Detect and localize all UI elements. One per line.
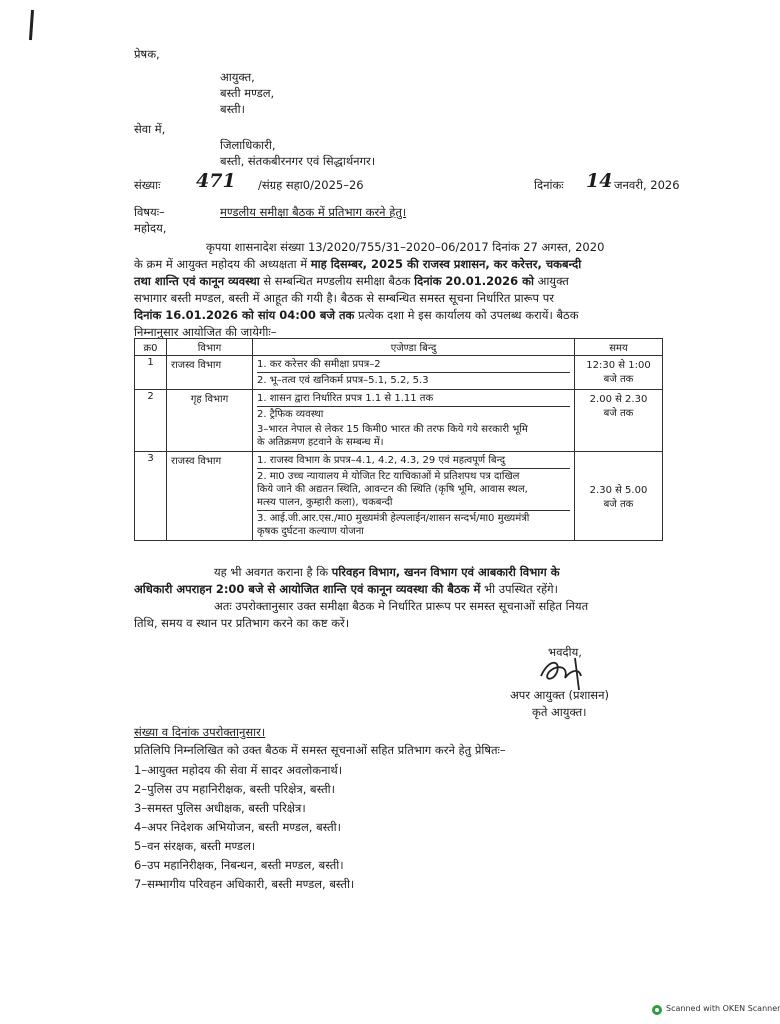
agenda-table: [134, 338, 663, 541]
scanner-logo-icon: [652, 1005, 662, 1015]
margin-mark: [29, 10, 34, 40]
time-range: 12:30 से 1:00: [586, 360, 651, 371]
row-sn: 3: [135, 452, 167, 541]
agenda-item: के अतिक्रमण हटवाने के सम्बन्ध में।: [257, 437, 384, 448]
header-agenda: एजेण्डा बिन्दु: [253, 339, 575, 356]
agenda-item: 1. शासन द्वारा निर्धारित प्रपत्र 1.1 से 1.11 तक: [257, 391, 570, 407]
copy-list-item: 7–सम्भागीय परिवहन अधिकारी, बस्ती मण्डल, बस्ती।: [134, 877, 355, 891]
agenda-item: 2. ट्रैफिक व्यवस्था: [257, 409, 324, 420]
agenda-item: 2. भू–तत्व एवं खनिकर्म प्रपत्र–5.1, 5.2, 5.3: [257, 375, 429, 386]
sender-label: प्रेषक,: [134, 47, 160, 61]
row-sn: 1: [135, 356, 167, 390]
recipient-line: बस्ती, संतकबीरनगर एवं सिद्धार्थनगर।: [220, 154, 376, 168]
copy-intro: प्रतिलिपि निम्नलिखित को उक्त बैठक में समस्त सूचनाओं सहित प्रतिभाग करने हेतु प्रेषितः–: [134, 743, 506, 757]
row-dept: राजस्व विभाग: [167, 452, 253, 541]
header-time: समय: [575, 339, 663, 356]
recipient-label: सेवा में,: [134, 122, 166, 136]
row-sn: 2: [135, 390, 167, 452]
time-suffix: बजे तक: [603, 408, 634, 419]
para-line: सभागार बस्ती मण्डल, बस्ती में आहूत की गयी है। बैठक से सम्बन्धित समस्त सूचना निर्धारित प्रारूप पर: [134, 291, 554, 305]
closing-designation: अपर आयुक्त (प्रशासन): [510, 688, 609, 702]
date-label: दिनांकः: [534, 178, 564, 192]
header-dept: विभाग: [167, 339, 253, 356]
copy-list-item: 1–आयुक्त महोदय की सेवा में सादर अवलोकनार्थ।: [134, 763, 343, 777]
closing-regards: भवदीय,: [548, 645, 582, 659]
agenda-item: कृषक दुर्घटना कल्याण योजना: [257, 526, 364, 537]
agenda-item: किये जाने की अद्यतन स्थिति, आवन्टन की स्थिति (कृषि भूमि, आवास स्थल,: [257, 484, 528, 495]
row-dept: राजस्व विभाग: [167, 356, 253, 390]
para-line: अधिकारी अपराहन 2:00 बजे से आयोजित शान्ति एवं कानून व्यवस्था की बैठक में भी उपस्थित रहेंगे।: [134, 582, 558, 596]
copy-list-item: 5–वन संरक्षक, बस्ती मण्डल।: [134, 839, 256, 853]
para-line: के क्रम में आयुक्त महोदय की अध्यक्षता में माह दिसम्बर, 2025 की राजस्व प्रशासन, कर करेत्तर, चकबन्दी: [134, 257, 582, 271]
closing-for: कृते आयुक्त।: [532, 705, 587, 719]
salutation: महोदय,: [134, 221, 167, 235]
reference-number: 471: [196, 170, 236, 192]
table-row: [135, 390, 663, 452]
agenda-item: 3–भारत नेपाल से लेकर 15 किमी0 भारत की तरफ किये गये सरकारी भूमि: [257, 424, 528, 435]
date-rest: जनवरी, 2026: [614, 178, 680, 192]
agenda-item: 2. मा0 उच्च न्यायालय मे योजित रिट याचिकाओं मे प्रतिशपथ पत्र दाखिल: [257, 471, 520, 482]
copy-list-item: 2–पुलिस उप महानिरीक्षक, बस्ती परिक्षेत्र, बस्ती।: [134, 782, 335, 796]
recipient-line: जिलाधिकारी,: [220, 138, 276, 152]
agenda-item: 1. राजस्व विभाग के प्रपत्र–4.1, 4.2, 4.3, 29 एवं महत्वपूर्ण बिन्दु: [257, 453, 570, 469]
row-time: [575, 356, 663, 390]
time-range: 2.00 से 2.30: [589, 394, 648, 405]
reference-label: संख्याः: [134, 178, 161, 192]
copy-list-item: 4–अपर निदेशक अभियोजन, बस्ती मण्डल, बस्ती।: [134, 820, 342, 834]
row-agenda: [253, 452, 575, 541]
time-suffix: बजे तक: [603, 374, 634, 385]
para-line: निम्नानुसार आयोजित की जायेगीः–: [134, 325, 277, 339]
sender-line: बस्ती।: [220, 102, 245, 116]
para-line: तथा शान्ति एवं कानून व्यवस्था से सम्बन्धित मण्डलीय समीक्षा बैठक दिनांक 20.01.2026 को आयुक्त: [134, 274, 569, 288]
time-suffix: बजे तक: [603, 499, 634, 510]
copy-list-item: 6–उप महानिरीक्षक, निबन्धन, बस्ती मण्डल, बस्ती।: [134, 858, 344, 872]
reference-suffix: /संग्रह सहा0/2025–26: [258, 178, 364, 192]
para-line: यह भी अवगत कराना है कि परिवहन विभाग, खनन विभाग एवं आबकारी विभाग के: [214, 565, 560, 579]
table-header-row: [135, 339, 663, 356]
row-agenda: [253, 356, 575, 390]
para-line: अतः उपरोक्तानुसार उक्त समीक्षा बैठक मे निर्धारित प्रारूप पर समस्त सूचनाओं सहित नियत: [214, 599, 589, 613]
copy-heading: संख्या व दिनांक उपरोक्तानुसार।: [134, 725, 266, 739]
subject-text: मण्डलीय समीक्षा बैठक में प्रतिभाग करने हेतु।: [220, 205, 407, 219]
row-time: [575, 452, 663, 541]
copy-list-item: 3–समस्त पुलिस अधीक्षक, बस्ती परिक्षेत्र।: [134, 801, 306, 815]
agenda-item: 3. आई.जी.आर.एस./मा0 मुख्यमंत्री हेल्पलाईन/शासन सन्दर्भ/मा0 मुख्यमंत्री: [257, 513, 530, 524]
agenda-item: मत्स्य पालन, कुम्हारी कला), चकबन्दी: [257, 496, 570, 511]
agenda-item: 1. कर करेत्तर की समीक्षा प्रपत्र–2: [257, 357, 570, 373]
table-row: [135, 452, 663, 541]
time-range: 2.30 से 5.00: [589, 485, 648, 496]
body-paragraph-2: [134, 564, 662, 632]
para-line: कृपया शासनादेश संख्या 13/2020/755/31–2020–06/2017 दिनांक 27 अगस्त, 2020: [206, 240, 605, 254]
row-agenda: [253, 390, 575, 452]
para-line: तिथि, समय व स्थान पर प्रतिभाग करने का कष्ट करें।: [134, 616, 350, 630]
body-paragraph: [134, 239, 662, 341]
sender-line: आयुक्त,: [220, 70, 255, 84]
row-dept: गृह विभाग: [167, 390, 253, 452]
date-day: 14: [586, 170, 613, 192]
row-time: [575, 390, 663, 452]
table-row: [135, 356, 663, 390]
para-line: दिनांक 16.01.2026 को सांय 04:00 बजे तक प्रत्येक दशा मे इस कार्यालय को उपलब्ध करायें। बैठक: [134, 308, 579, 322]
sender-line: बस्ती मण्डल,: [220, 86, 275, 100]
header-sn: क्र0: [135, 339, 167, 356]
scanner-watermark: Scanned with OKEN Scanner: [666, 1004, 780, 1013]
subject-label: विषयः–: [134, 205, 165, 219]
